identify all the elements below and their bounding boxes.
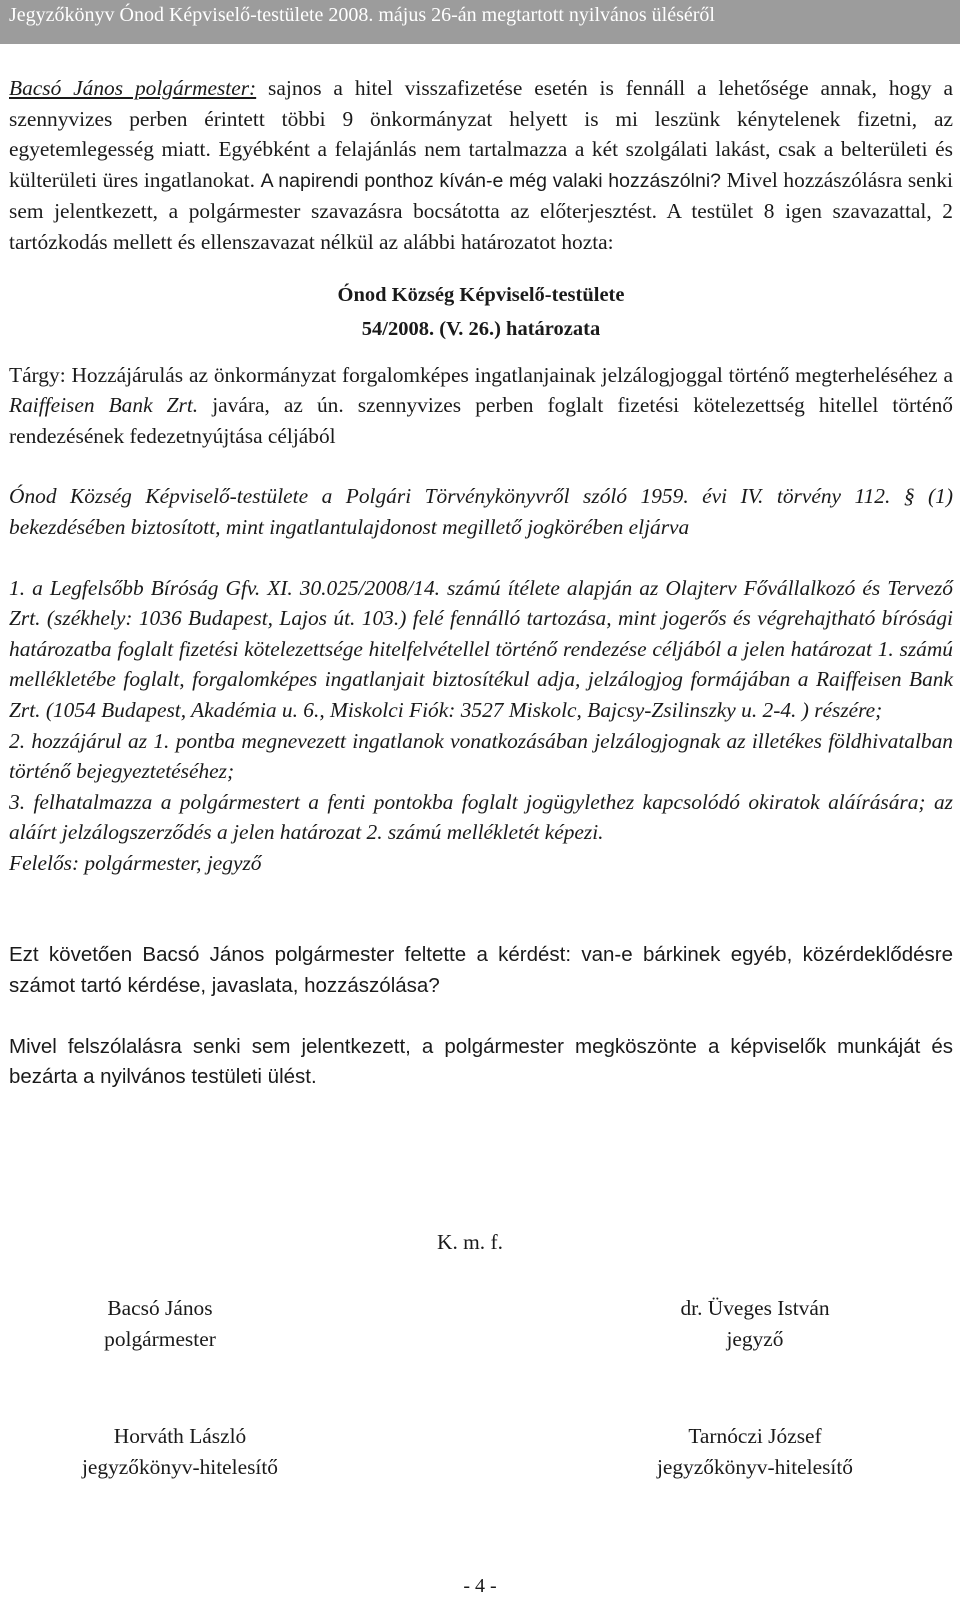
header-bar [0,0,960,44]
resolution-point-2: 2. hozzájárul az 1. pontba megnevezett ingatlanok vonatkozásában jelzálogjognak az illetékes földhivatalban történő bejegyeztetéséhez; [9,728,953,784]
authenticator-1-signature [40,1421,320,1482]
authenticator-2-role: jegyzőkönyv-hitelesítő [656,1454,854,1479]
resolution-title-number: 54/2008. (V. 26.) határozata [361,317,601,340]
closing-paragraph-1: Ezt követően Bacsó János polgármester feltette a kérdést: van-e bárkinek egyéb, közérdeklődésre számot tartó kérdése, javaslata, hozzászólása? [9,943,953,998]
intro-question: A napirendi ponthoz kíván-e még valaki hozzászólni? [260,169,722,192]
resolution-subject [9,360,953,452]
notary-signature [640,1293,870,1354]
speaker-label: Bacsó János polgármester: [9,76,257,100]
subject-text-a: Tárgy: Hozzájárulás az önkormányzat forgalomképes ingatlanjainak jelzálogjoggal történő megterheléséhez a [9,362,953,387]
authenticator-1-name: Horváth László [113,1424,247,1448]
resolution-preamble: Ónod Község Képviselő-testülete a Polgári Törvénykönyvről szóló 1959. évi IV. törvény 112. § (1) bekezdésében biztosított, mint ingatlantulajdonost megillető jogkörében eljárva [9,484,953,539]
resolution-point-3: 3. felhatalmazza a polgármestert a fenti pontokba foglalt jogügylethez kapcsolódó okiratok aláírására; az aláírt jelzálogszerződés a jelen határozat 2. számú mellékletét képezi. [9,789,953,845]
authenticator-2-signature [615,1421,895,1482]
authenticator-1-role: jegyzőkönyv-hitelesítő [81,1454,279,1479]
mayor-signature [60,1293,260,1354]
mayor-name: Bacsó János [107,1296,213,1320]
document-header: Jegyzőkönyv Ónod Képviselő-testülete 2008. május 26-án megtartott nyilvános üléséről [9,4,715,26]
kmf-label: K. m. f. [437,1230,503,1254]
mayor-role: polgármester [104,1326,216,1351]
intro-text-4: Mivel hozzászólásra senki sem jelentkezett, a polgármester szavazásra bocsátotta az előterjesztést. [9,167,954,224]
subject-bank: Raiffeisen Bank Zrt. [9,393,199,418]
intro-paragraph [9,73,953,258]
closing-paragraph-2: Mivel felszólalásra senki sem jelentkezett, a polgármester megköszönte a képviselők munkáját és bezárta a nyilvános testületi ülést. [9,1034,953,1089]
notary-name: dr. Üveges István [680,1296,830,1320]
authenticator-2-name: Tarnóczi József [688,1424,822,1448]
intro-text-2: Egyébként a felajánlás nem tartalmazza a két szolgálati lakást, csak a belterületi és külterületi üres ingatlanokat. [9,137,953,192]
page-number: - 4 - [463,1575,497,1597]
document-body [9,73,953,1093]
notary-role: jegyző [726,1326,784,1351]
intro-text-5: A testület 8 igen szavazattal, 2 tartózkodás mellett és ellenszavazat nélkül az alábbi határozatot hozta: [9,199,953,254]
resolution-responsible: Felelős: polgármester, jegyző [9,850,262,875]
resolution-point-1: 1. a Legfelsőbb Bíróság Gfv. XI. 30.025/2008/14. számú ítélete alapján az Olajterv Fővállalkozó és Tervező Zrt. (székhely: 1036 Budapest, Lajos út. 103.) felé fennálló tartozása, mint jogerős és végrehajtható bírósági határozatba foglalt fizetési kötelezettsége hitelfelvétellel történő rendezése céljából a jelen határozat 1. számú mellékletébe foglalt, forgalomképes ingatlanjait biztosítékul adja, jelzálogjog formájában a Raiffeisen Bank Zrt. (1054 Budapest, Akadémia u. 6., Miskolci Fiók: 3527 Miskolc, Bajcsy-Zsilinszky u. 2-4. ) részére; [9,575,953,722]
intro-text-1: sajnos a hitel visszafizetése esetén is fennáll a lehetősége annak, hogy a szennyvizes perben érintett többi 9 önkormányzat helyett is mi leszünk kénytelenek fizetni, az egyetemlegesség miatt. [9,76,953,162]
resolution-title-body: Ónod Község Képviselő-testülete [337,283,625,306]
subject-text-b: javára, az ún. szennyvizes perben foglalt fizetési kötelezettség hitellel történő rendezésének fedezetnyújtása céljából [9,393,953,448]
